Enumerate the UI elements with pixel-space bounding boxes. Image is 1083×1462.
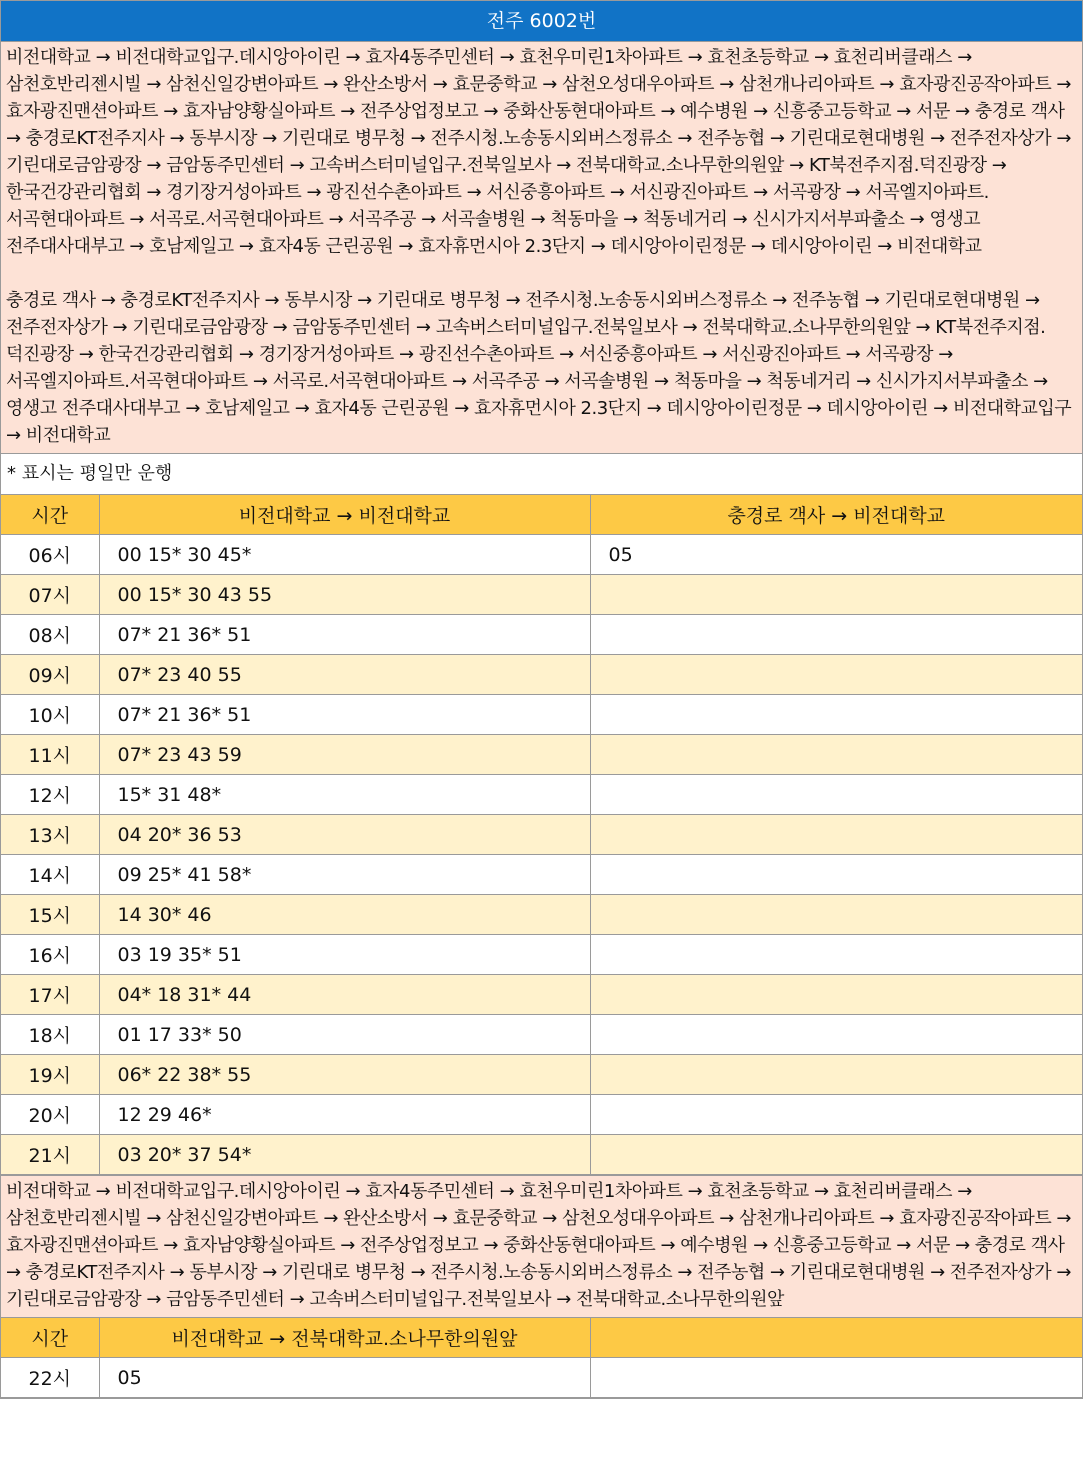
departures-cell: 12 29 46* <box>99 1095 590 1135</box>
hour-cell: 14시 <box>1 855 99 895</box>
header-route-main: 비전대학교 → 비전대학교 <box>99 495 590 535</box>
header-time: 시간 <box>1 495 99 535</box>
route-night-section <box>1 1175 1082 1318</box>
hour-cell: 08시 <box>1 615 99 655</box>
departures-branch-cell <box>590 615 1082 655</box>
departures-cell: 03 19 35* 51 <box>99 935 590 975</box>
hour-cell: 19시 <box>1 1055 99 1095</box>
hour-cell: 11시 <box>1 735 99 775</box>
route-branch-text: 충경로 객사 → 충경로KT전주지사 → 동부시장 → 기린대로 병무청 → 전주시청.노송동시외버스정류소 → 전주농협 → 기린대로현대병원 → 전주전자상가 → 기린대로금암광장 → 금암동주민센터 → 고속버스터미널입구.전북일보사 → 전북대학교.소나무한의원앞 → KT북전주지점.덕진광장 → 한국건강관리협회 → 경기장거성아파트 → 광진선수촌아파트 → 서신중흥아파트 → 서신광진아파트 → 서곡광장 → 서곡엘지아파트.서곡현대아파트 → 서곡로.서곡현대아파트 → 서곡주공 → 서곡솔병원 → 척동마을 → 척동네거리 → 신시가지서부파출소 → 영생고 전주대사대부고 → 호남제일고 → 효자4동 근린공원 → 효자휴먼시아 2.3단지 → 데시앙아이린정문 → 데시앙아이린 → 비전대학교입구 → 비전대학교 <box>6 290 1072 446</box>
table-row <box>1 815 1082 855</box>
hour-cell: 07시 <box>1 575 99 615</box>
table-header-row <box>1 495 1082 535</box>
hour-cell: 20시 <box>1 1095 99 1135</box>
departures-branch-cell <box>590 935 1082 975</box>
departures-cell: 03 20* 37 54* <box>99 1135 590 1175</box>
departures-branch-cell <box>590 655 1082 695</box>
departures-cell: 07* 23 40 55 <box>99 655 590 695</box>
departures-branch-cell <box>590 815 1082 855</box>
table-row <box>1 1055 1082 1095</box>
hour-cell: 18시 <box>1 1015 99 1055</box>
departures-branch-cell <box>590 1135 1082 1175</box>
hour-cell: 21시 <box>1 1135 99 1175</box>
departures-branch-cell <box>590 775 1082 815</box>
departures-branch-cell <box>590 1358 1082 1398</box>
hour-cell: 12시 <box>1 775 99 815</box>
header-route-night: 비전대학교 → 전북대학교.소나무한의원앞 <box>99 1318 590 1358</box>
departures-cell: 15* 31 48* <box>99 775 590 815</box>
departures-cell: 05 <box>99 1358 590 1398</box>
table-row <box>1 1135 1082 1175</box>
departures-cell: 07* 23 43 59 <box>99 735 590 775</box>
header-time: 시간 <box>1 1318 99 1358</box>
departures-branch-cell <box>590 1015 1082 1055</box>
hour-cell: 15시 <box>1 895 99 935</box>
route-main-text: 비전대학교 → 비전대학교입구.데시앙아이린 → 효자4동주민센터 → 효천우미린1차아파트 → 효천초등학교 → 효천리버클래스 → 삼천호반리젠시빌 → 삼천신일강변아파트 → 완산소방서 → 효문중학교 → 삼천오성대우아파트 → 삼천개나리아파트 → 효자광진공작아파트 → 효자광진맨션아파트 → 효자남양황실아파트 → 전주상업정보고 → 중화산동현대아파트 → 예수병원 → 신흥중고등학교 → 서문 → 충경로 객사 → 충경로KT전주지사 → 동부시장 → 기린대로 병무청 → 전주시청.노송동시외버스정류소 → 전주농협 → 기린대로현대병원 → 전주전자상가 → 기린대로금암광장 → 금암동주민센터 → 고속버스터미널입구.전북일보사 → 전북대학교.소나무한의원앞 → KT북전주지점.덕진광장 → 한국건강관리협회 → 경기장거성아파트 → 광진선수촌아파트 → 서신중흥아파트 → 서신광진아파트 → 서곡광장 → 서곡엘지아파트.서곡현대아파트 → 서곡로.서곡현대아파트 → 서곡주공 → 서곡솔병원 → 척동마을 → 척동네거리 → 신시가지서부파출소 → 영생고 전주대사대부고 → 호남제일고 → 효자4동 근린공원 → 효자휴먼시아 2.3단지 → 데시앙아이린정문 → 데시앙아이린 → 비전대학교 <box>6 47 1072 257</box>
table-header-row <box>1 1318 1082 1358</box>
departures-cell: 07* 21 36* 51 <box>99 695 590 735</box>
departures-branch-cell <box>590 1095 1082 1135</box>
table-row <box>1 615 1082 655</box>
hour-cell: 10시 <box>1 695 99 735</box>
departures-cell: 14 30* 46 <box>99 895 590 935</box>
header-route-branch: 충경로 객사 → 비전대학교 <box>590 495 1082 535</box>
departures-cell: 04* 18 31* 44 <box>99 975 590 1015</box>
page-title: 전주 6002번 <box>1 1 1082 42</box>
table-row <box>1 535 1082 575</box>
hour-cell: 09시 <box>1 655 99 695</box>
departures-branch-cell <box>590 695 1082 735</box>
departures-cell: 04 20* 36 53 <box>99 815 590 855</box>
table-row <box>1 735 1082 775</box>
departures-branch-cell <box>590 895 1082 935</box>
route-night-text: 비전대학교 → 비전대학교입구.데시앙아이린 → 효자4동주민센터 → 효천우미린1차아파트 → 효천초등학교 → 효천리버클래스 → 삼천호반리젠시빌 → 삼천신일강변아파트 → 완산소방서 → 효문중학교 → 삼천오성대우아파트 → 삼천개나리아파트 → 효자광진공작아파트 → 효자광진맨션아파트 → 효자남양황실아파트 → 전주상업정보고 → 중화산동현대아파트 → 예수병원 → 신흥중고등학교 → 서문 → 충경로 객사 → 충경로KT전주지사 → 동부시장 → 기린대로 병무청 → 전주시청.노송동시외버스정류소 → 전주농협 → 기린대로현대병원 → 전주전자상가 → 기린대로금암광장 → 금암동주민센터 → 고속버스터미널입구.전북일보사 → 전북대학교.소나무한의원앞 <box>6 1181 1072 1310</box>
table-row <box>1 1015 1082 1055</box>
departures-cell: 00 15* 30 45* <box>99 535 590 575</box>
hour-cell: 17시 <box>1 975 99 1015</box>
table-row <box>1 775 1082 815</box>
table-row <box>1 1358 1082 1398</box>
hour-cell: 22시 <box>1 1358 99 1398</box>
departures-cell: 06* 22 38* 55 <box>99 1055 590 1095</box>
departures-branch-cell <box>590 575 1082 615</box>
table-row <box>1 695 1082 735</box>
table-row <box>1 655 1082 695</box>
table-row <box>1 575 1082 615</box>
departures-cell: 07* 21 36* 51 <box>99 615 590 655</box>
table-row <box>1 975 1082 1015</box>
route-description-section <box>1 42 1082 454</box>
timetable-main <box>1 495 1082 1175</box>
hour-cell: 16시 <box>1 935 99 975</box>
hour-cell: 06시 <box>1 535 99 575</box>
weekday-note: * 표시는 평일만 운행 <box>1 454 1082 495</box>
departures-branch-cell <box>590 975 1082 1015</box>
header-empty <box>590 1318 1082 1358</box>
table-row <box>1 895 1082 935</box>
departures-cell: 01 17 33* 50 <box>99 1015 590 1055</box>
departures-cell: 09 25* 41 58* <box>99 855 590 895</box>
departures-branch-cell <box>590 855 1082 895</box>
departures-branch-cell <box>590 1055 1082 1095</box>
table-row <box>1 1095 1082 1135</box>
hour-cell: 13시 <box>1 815 99 855</box>
departures-cell: 00 15* 30 43 55 <box>99 575 590 615</box>
timetable-night <box>1 1318 1082 1398</box>
table-row <box>1 855 1082 895</box>
table-row <box>1 935 1082 975</box>
departures-branch-cell: 05 <box>590 535 1082 575</box>
departures-branch-cell <box>590 735 1082 775</box>
